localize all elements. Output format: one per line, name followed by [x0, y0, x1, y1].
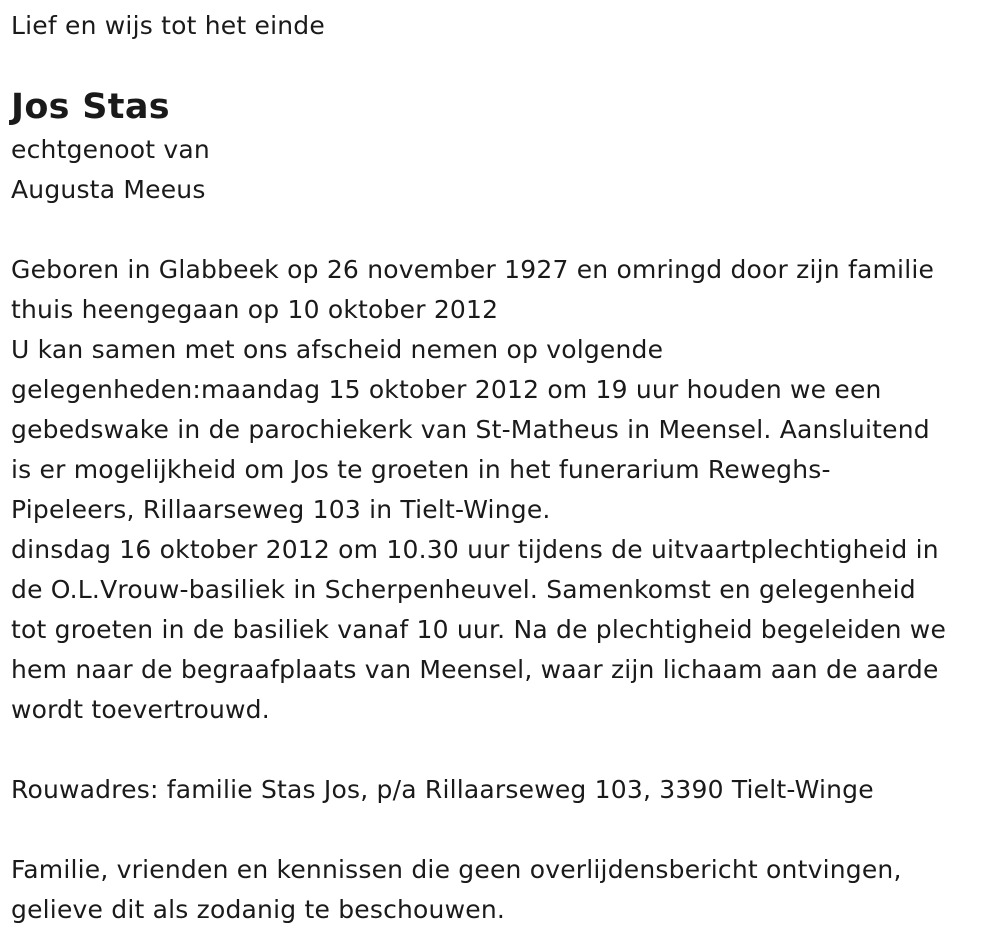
announcement-line: Pipeleers, Rillaarseweg 103 in Tielt-Winge.	[11, 495, 551, 524]
mourning-address: Rouwadres: familie Stas Jos, p/a Rillaarseweg 103, 3390 Tielt-Winge	[11, 775, 874, 804]
announcement-line: hem naar de begraafplaats van Meensel, waar zijn lichaam aan de aarde	[11, 655, 939, 684]
spacer	[11, 730, 991, 770]
announcement-line: gebedswake in de parochiekerk van St-Matheus in Meensel. Aansluitend	[11, 415, 930, 444]
announcement-line: thuis heengegaan op 10 oktober 2012	[11, 295, 499, 324]
announcement-line: dinsdag 16 oktober 2012 om 10.30 uur tijdens de uitvaartplechtigheid in	[11, 535, 939, 564]
announcement-line: is er mogelijkheid om Jos te groeten in het funerarium Reweghs-	[11, 455, 831, 484]
announcement-line: Geboren in Glabbeek op 26 november 1927 en omringd door zijn familie	[11, 255, 935, 284]
spacer	[11, 210, 991, 250]
relation-line-1: echtgenoot van	[11, 135, 210, 164]
deceased-name: Jos Stas	[11, 87, 170, 127]
relation-line-2: Augusta Meeus	[11, 175, 206, 204]
announcement-line: wordt toevertrouwd.	[11, 695, 270, 724]
closing-line-2: gelieve dit als zodanig te beschouwen.	[11, 895, 506, 924]
motto: Lief en wijs tot het einde	[11, 11, 325, 40]
closing-line-1: Familie, vrienden en kennissen die geen overlijdensbericht ontvingen,	[11, 855, 902, 884]
announcement-line: gelegenheden:maandag 15 oktober 2012 om 19 uur houden we een	[11, 375, 882, 404]
announcement-line: U kan samen met ons afscheid nemen op volgende	[11, 335, 664, 364]
announcement-line: de O.L.Vrouw-basiliek in Scherpenheuvel. Samenkomst en gelegenheid	[11, 575, 916, 604]
obituary-notice	[11, 0, 991, 930]
announcement-paragraph	[11, 250, 991, 730]
announcement-line: tot groeten in de basiliek vanaf 10 uur. Na de plechtigheid begeleiden we	[11, 615, 947, 644]
spacer	[11, 810, 991, 850]
